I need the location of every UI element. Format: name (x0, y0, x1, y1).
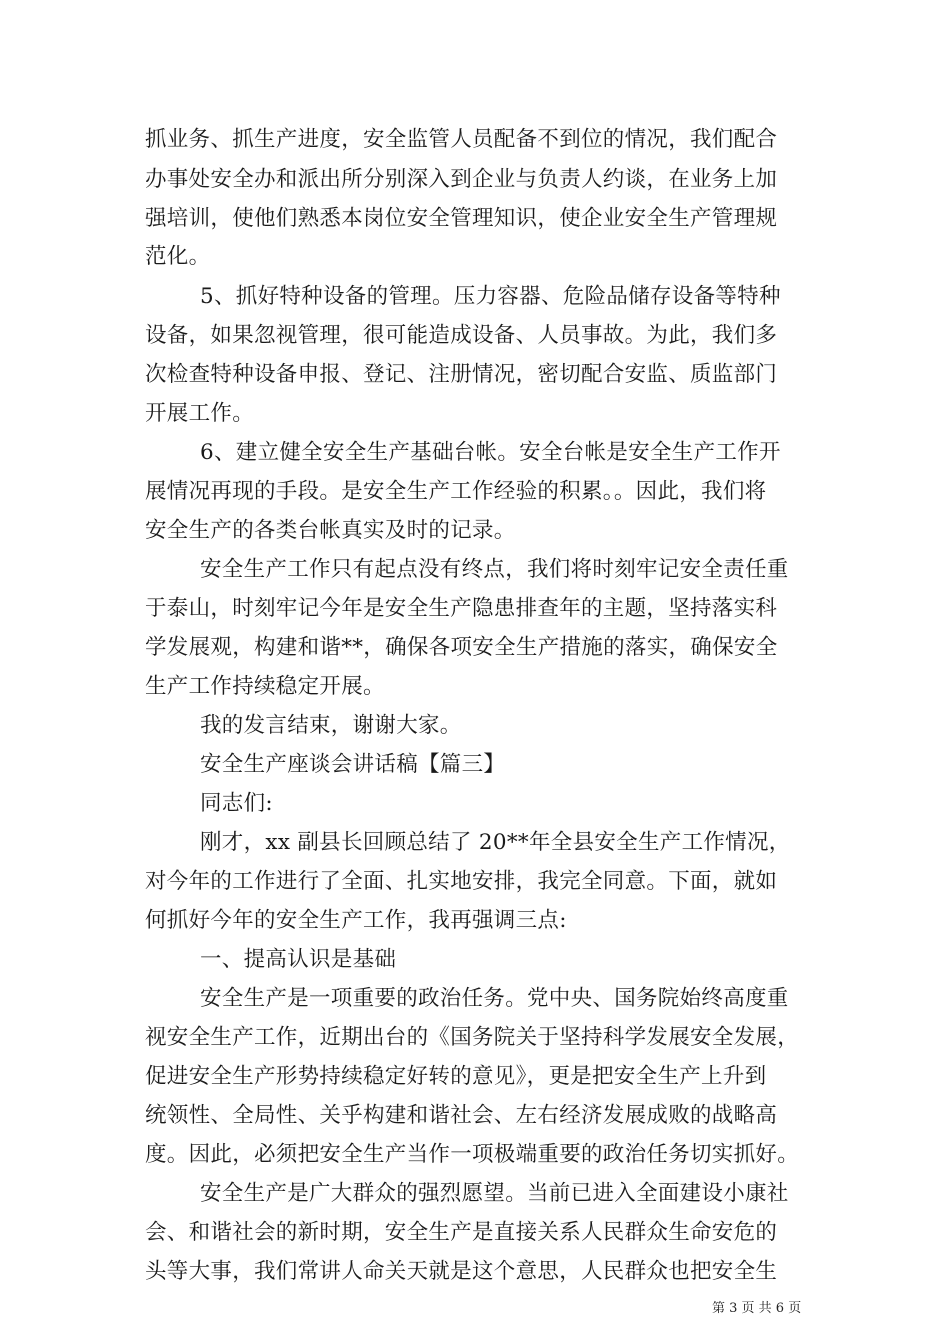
paragraph-line: 促进安全生产形势持续稳定好转的意见》，更是把安全生产上升到 (145, 1064, 767, 1089)
paragraph-line: 办事处安全办和派出所分别深入到企业与负责人约谈，在业务上加 (145, 167, 778, 192)
paragraph-line: 安全生产是广大群众的强烈愿望。当前已进入全面建设小康社 (200, 1181, 789, 1206)
paragraph-line: 强培训，使他们熟悉本岗位安全管理知识，使企业安全生产管理规 (145, 206, 778, 231)
paragraph-line: 统领性、全局性、关乎构建和谐社会、左右经济发展成败的战略高 (145, 1103, 778, 1128)
paragraph-line: 对今年的工作进行了全面、扎实地安排，我完全同意。下面，就如 (145, 869, 778, 894)
paragraph-line: 次检查特种设备申报、登记、注册情况，密切配合安监、质监部门 (145, 362, 778, 387)
paragraph-line: 会、和谐社会的新时期，安全生产是直接关系人民群众生命安危的 (145, 1220, 778, 1245)
paragraph-line: 度。因此，必须把安全生产当作一项极端重要的政治任务切实抓好。 (145, 1142, 800, 1167)
paragraph-line: 何抓好今年的安全生产工作，我再强调三点: (145, 908, 567, 933)
paragraph-line: 安全生产是一项重要的政治任务。党中央、国务院始终高度重 (200, 986, 789, 1011)
page-number: 第 3 页 共 6 页 (712, 1301, 802, 1316)
paragraph-line: 开展工作。 (145, 401, 255, 426)
section-title: 安全生产座谈会讲话稿【篇三】 (200, 752, 506, 777)
paragraph-line: 安全生产的各类台帐真实及时的记录。 (145, 518, 516, 543)
paragraph-line: 视安全生产工作，近期出台的《国务院关于坚持科学发展安全发展， (145, 1025, 800, 1050)
paragraph-line: 抓业务、抓生产进度，安全监管人员配备不到位的情况，我们配合 (145, 127, 778, 152)
subsection-heading: 一、提高认识是基础 (200, 947, 397, 972)
paragraph-line: 于泰山，时刻牢记今年是安全生产隐患排查年的主题，坚持落实科 (145, 596, 778, 621)
paragraph-line: 生产工作持续稳定开展。 (145, 674, 385, 699)
salutation: 同志们: (200, 791, 273, 816)
paragraph-line: 安全生产工作只有起点没有终点，我们将时刻牢记安全责任重 (200, 557, 789, 582)
paragraph-line: 6、建立健全安全生产基础台帐。安全台帐是安全生产工作开 (200, 440, 781, 465)
paragraph-line: 范化。 (145, 244, 211, 269)
paragraph-line: 学发展观，构建和谐**，确保各项安全生产措施的落实，确保安全 (145, 635, 778, 660)
paragraph-line: 刚才，xx 副县长回顾总结了 20**年全县安全生产工作情况， (200, 830, 791, 855)
paragraph-line: 我的发言结束，谢谢大家。 (200, 713, 462, 738)
paragraph-line: 展情况再现的手段。是安全生产工作经验的积累。。因此，我们将 (145, 479, 767, 504)
paragraph-line: 头等大事，我们常讲人命关天就是这个意思，人民群众也把安全生 (145, 1259, 778, 1284)
paragraph-line: 5、抓好特种设备的管理。压力容器、危险品储存设备等特种 (200, 284, 781, 309)
paragraph-line: 设备，如果忽视管理，很可能造成设备、人员事故。为此，我们多 (145, 323, 778, 348)
